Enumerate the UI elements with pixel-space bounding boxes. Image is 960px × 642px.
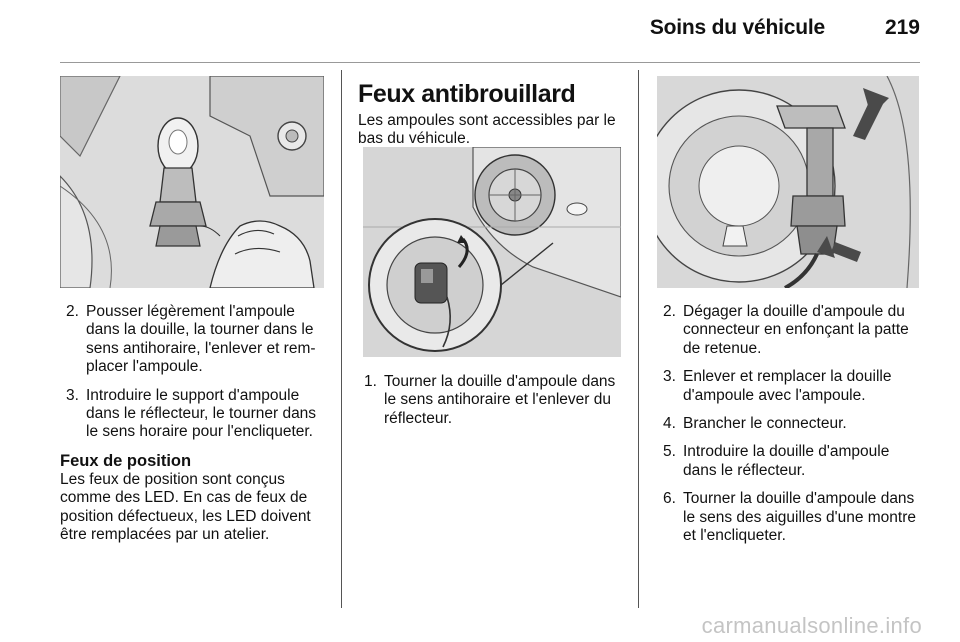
bulb-holder-drawing xyxy=(60,76,324,288)
step-item: 5. Introduire la douille d'ampoule dans le réflecteur. xyxy=(663,443,890,479)
page-title: Soins du véhicule xyxy=(649,16,825,39)
step-text: Tourner la douille d'ampoule dans le sens antihoraire et l'enlever du réflecteur. xyxy=(384,373,616,427)
middle-step-list xyxy=(358,373,626,428)
right-column xyxy=(657,303,925,555)
page-number: 219 xyxy=(884,16,920,39)
step-text: Pousser légèrement l'ampoule dans la douille, la tourner dans le sens antihoraire, l'enlever et rem-placer l'ampoule. xyxy=(86,303,316,376)
connector-drawing xyxy=(657,76,919,288)
left-step-list xyxy=(60,303,328,442)
section-heading-position-lights: Feux de position xyxy=(60,451,192,470)
connector-illustration xyxy=(657,76,919,288)
step-text: Brancher le connecteur. xyxy=(683,415,847,433)
column-divider xyxy=(341,70,342,608)
step-item: 2. Dégager la douille d'ampoule du connecteur en enfonçant la patte de retenue. xyxy=(663,303,909,357)
step-text: Dégager la douille d'ampoule du connecteur en enfonçant la patte de retenue. xyxy=(683,303,909,357)
header-divider xyxy=(60,62,920,63)
step-item: 1. Tourner la douille d'ampoule dans le sens antihoraire et l'enlever du réflecteur. xyxy=(364,373,616,427)
right-step-list xyxy=(657,303,925,545)
middle-column xyxy=(358,80,626,149)
left-column xyxy=(60,303,328,544)
step-text: Introduire le support d'ampoule dans le réflecteur, le tourner dans le sens horaire pour l'encliqueter. xyxy=(86,386,317,441)
position-lights-body: Les feux de position sont conçus comme des LED. En cas de feux de position défectueux, les LED doivent être remplacées par un atelier. xyxy=(60,470,311,544)
fog-lights-intro: Les ampoules sont accessibles par le bas du véhicule. xyxy=(358,112,616,148)
middle-column-steps xyxy=(358,373,626,438)
section-heading-fog-lights: Feux antibrouillard xyxy=(358,80,576,108)
watermark: carmanualsonline.info xyxy=(701,613,922,638)
fog-lamp-illustration xyxy=(363,147,621,357)
step-text: Enlever et remplacer la douille d'ampoule avec l'ampoule. xyxy=(683,368,892,404)
fog-lamp-drawing xyxy=(363,147,621,357)
step-item: 3. Enlever et remplacer la douille d'ampoule avec l'ampoule. xyxy=(663,368,892,404)
step-item: 4. Brancher le connecteur. xyxy=(663,415,847,433)
step-text: Tourner la douille d'ampoule dans le sens des aiguilles d'une montre et l'encliqueter. xyxy=(683,490,917,545)
bulb-removal-illustration xyxy=(60,76,324,288)
column-divider xyxy=(638,70,639,608)
step-item: 2. Pousser légèrement l'ampoule dans la douille, la tourner dans le sens antihoraire, l'enlever et rem-placer l'ampoule. xyxy=(66,303,316,376)
step-item: 3. Introduire le support d'ampoule dans le réflecteur, le tourner dans le sens horaire pour l'encliqueter. xyxy=(66,386,317,441)
step-text: Introduire la douille d'ampoule dans le réflecteur. xyxy=(683,443,890,479)
step-item: 6. Tourner la douille d'ampoule dans le sens des aiguilles d'une montre et l'encliqueter. xyxy=(663,490,917,545)
